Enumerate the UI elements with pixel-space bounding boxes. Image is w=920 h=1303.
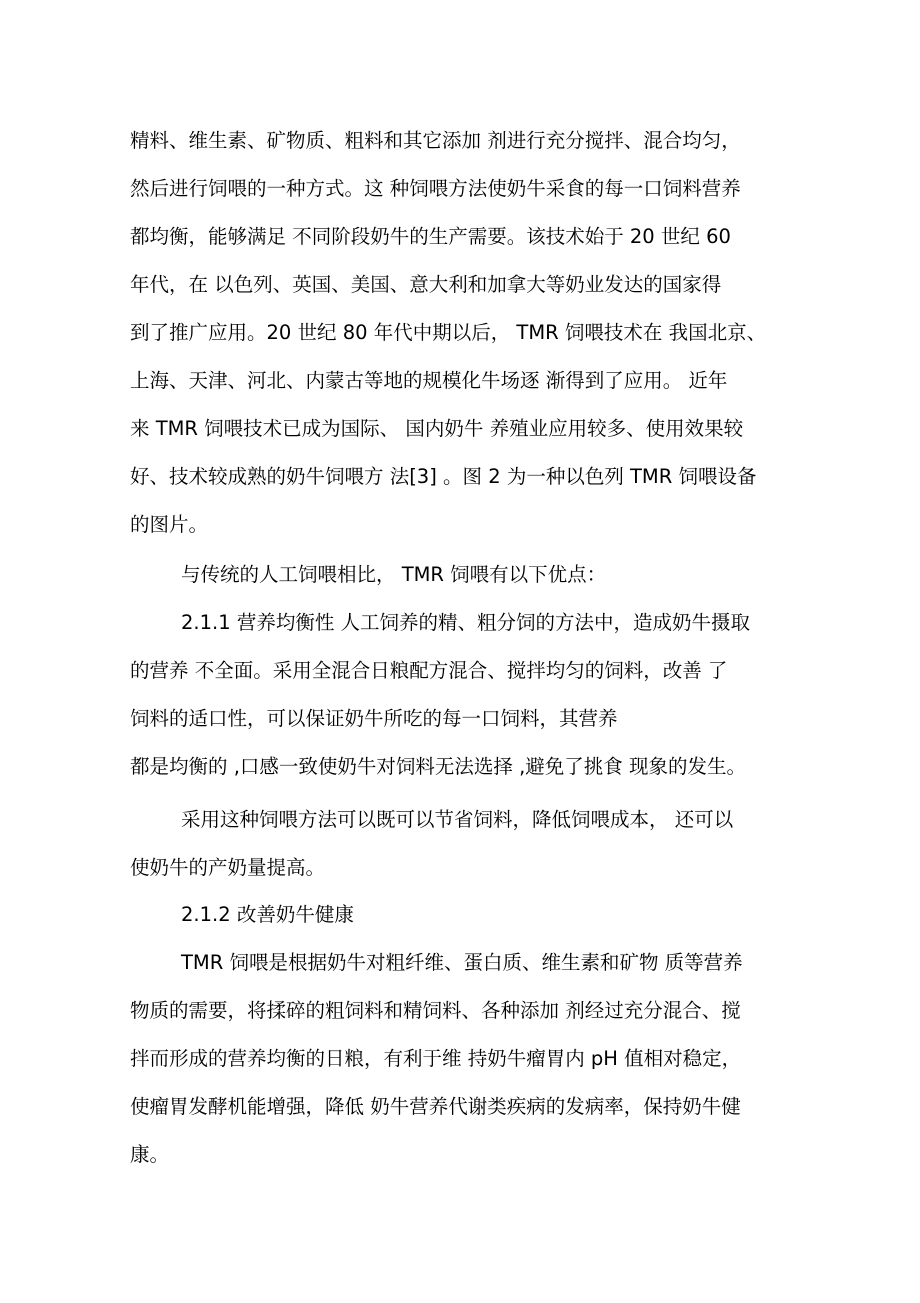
- text-line-10: 与传统的人工饲喂相比， TMR 饲喂有以下优点：: [181, 563, 607, 586]
- text-line-20: 拌而形成的营养均衡的日粮，有利于维 持奶牛瘤胃内 pH 值相对稳定，: [130, 1047, 742, 1070]
- text-line-7: 来 TMR 饲喂技术已成为国际、 国内奶牛 养殖业应用较多、使用效果较: [130, 417, 744, 440]
- text-line-1: 精料、维生素、矿物质、粗料和其它添加 剂进行充分搅拌、混合均匀，: [130, 129, 741, 152]
- text-line-6: 上海、天津、河北、内蒙古等地的规模化牛场逐 渐得到了应用。 近年: [130, 369, 728, 392]
- text-line-15: 采用这种饲喂方法可以既可以节省饲料，降低饲喂成本， 还可以: [181, 808, 734, 831]
- text-line-18: TMR 饲喂是根据奶牛对粗纤维、蛋白质、维生素和矿物 质等营养: [181, 951, 743, 974]
- text-line-21: 使瘤胃发酵机能增强，降低 奶牛营养代谢类疾病的发病率，保持奶牛健: [130, 1095, 741, 1118]
- section-2-1-2-heading: 2.1.2 改善奶牛健康: [181, 903, 354, 926]
- text-line-8: 好、技术较成熟的奶牛饲喂方 法[3] 。图 2 为一种以色列 TMR 饲喂设备: [130, 465, 757, 488]
- text-line-5: 到了推广应用。20 世纪 80 年代中期以后， TMR 饲喂技术在 我国北京、: [130, 321, 767, 344]
- text-line-3: 都均衡，能够满足 不同阶段奶牛的生产需要。该技术始于 20 世纪 60: [130, 225, 731, 248]
- text-line-16: 使奶牛的产奶量提高。: [130, 856, 326, 879]
- text-line-14: 都是均衡的 ,口感一致使奶牛对饲料无法选择 ,避免了挑食 现象的发生。: [130, 755, 746, 778]
- text-line-12: 的营养 不全面。采用全混合日粮配方混合、搅拌均匀的饲料，改善 了: [130, 659, 728, 682]
- text-line-4: 年代，在 以色列、英国、美国、意大利和加拿大等奶业发达的国家得: [130, 273, 722, 296]
- text-line-22: 康。: [130, 1143, 170, 1166]
- text-line-2: 然后进行饲喂的一种方式。这 种饲喂方法使奶牛采食的每一口饲料营养: [130, 177, 741, 200]
- section-2-1-1-line: 2.1.1 营养均衡性 人工饲养的精、粗分饲的方法中，造成奶牛摄取: [181, 611, 751, 634]
- text-line-13: 饲料的适口性，可以保证奶牛所吃的每一口饲料，其营养: [130, 707, 618, 730]
- text-line-19: 物质的需要，将揉碎的粗饲料和精饲料、各种添加 剂经过充分混合、搅: [130, 999, 741, 1022]
- text-line-9: 的图片。: [130, 513, 209, 536]
